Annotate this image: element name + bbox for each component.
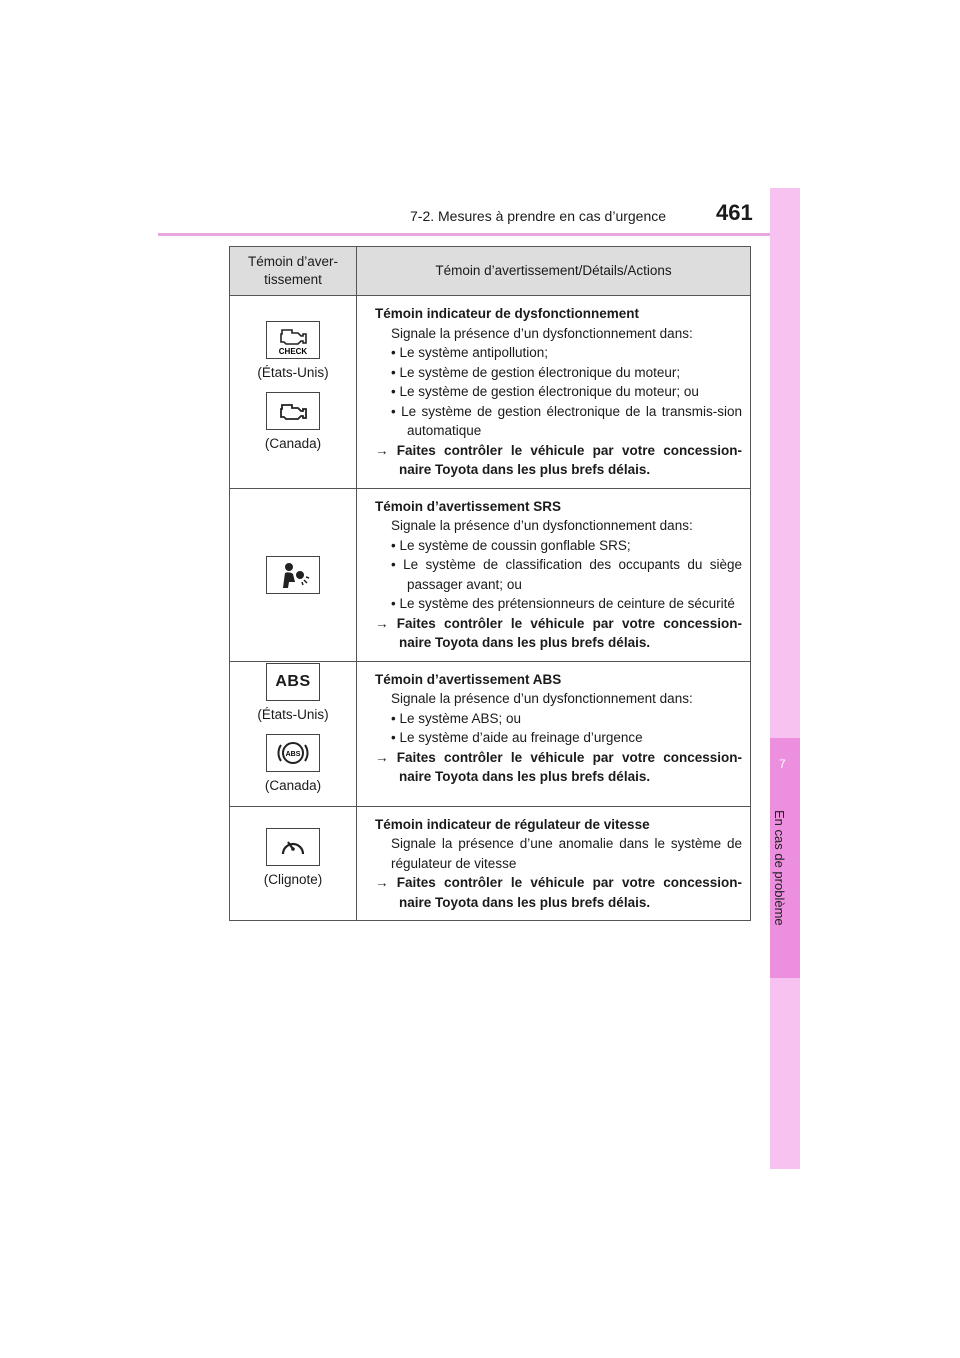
warning-title: Témoin d’avertissement SRS [375,498,562,514]
section-header: 7-2. Mesures à prendre en cas d’urgence [410,208,667,224]
warning-title: Témoin indicateur de régulateur de vitesse [375,816,650,832]
header-rule [158,233,770,236]
details-cell [357,296,751,489]
svg-text:CHECK: CHECK [278,346,308,355]
chapter-number: 7 [779,757,786,771]
col-header-warning-light: Témoin d’aver- tissement [230,247,357,296]
warning-lights-table [229,246,751,921]
table-row [230,488,751,661]
page-number: 461 [716,200,753,225]
bullet-item: • Le système de gestion électronique du moteur; [391,364,681,380]
check-engine-check-icon [266,321,320,359]
warning-desc: Signale la présence d’un dysfonctionnement dans: [391,325,693,341]
icon-cell [230,296,357,489]
table-row [230,806,751,921]
bullet-item: • Le système de classification des occupants du siège passager avant; ou [391,557,742,592]
col-header-details: Témoin d’avertissement/Détails/Actions [357,247,751,296]
bullet-item: • Le système des prétensionneurs de ceinture de sécurité [391,596,735,611]
icon-cell [230,661,357,806]
check-engine-icon [266,392,320,430]
region-label: (Canada) [264,435,322,451]
details-cell [357,806,751,921]
region-label: (États-Unis) [257,706,329,722]
bullet-item: • Le système de gestion électronique du moteur; ou [391,384,699,399]
bullet-item: • Le système d’aide au freinage d’urgence [391,730,643,745]
abs-text-icon [266,663,320,701]
icon-cell [230,488,357,661]
action-text: → Faites contrôler le véhicule par votre concession-naire Toyota dans les plus brefs délais. [375,875,742,910]
action-text: → Faites contrôler le véhicule par votre concession-naire Toyota dans les plus brefs délais. [375,442,742,477]
region-label: (États-Unis) [257,364,329,380]
table-row [230,296,751,489]
details-cell [357,488,751,661]
svg-text:ABS: ABS [285,750,301,758]
chapter-side-tab [770,188,800,1169]
bullet-item: • Le système ABS; ou [391,710,522,726]
abs-circle-icon [266,734,320,772]
abs-label: ABS [275,672,311,690]
cruise-control-icon [266,828,320,866]
icon-cell [230,806,357,921]
region-label: (Clignote) [263,871,323,887]
bullet-item: • Le système de gestion électronique de la transmis-sion automatique [391,403,742,438]
warning-desc: Signale la présence d’une anomalie dans le système de régulateur de vitesse [391,836,742,871]
warning-desc: Signale la présence d’un dysfonctionnement dans: [391,691,693,706]
table-row [230,661,751,806]
region-label: (Canada) [264,777,322,793]
action-text: → Faites contrôler le véhicule par votre concession-naire Toyota dans les plus brefs délais. [375,749,742,784]
warning-title: Témoin indicateur de dysfonctionnement [375,306,640,321]
bullet-item: • Le système de coussin gonflable SRS; [391,537,631,553]
chapter-label: En cas de problème [772,810,787,926]
warning-title: Témoin d’avertissement ABS [375,671,562,687]
warning-desc: Signale la présence d’un dysfonctionnement dans: [391,518,693,533]
details-cell [357,661,751,806]
bullet-item: • Le système antipollution; [391,345,549,360]
action-text: → Faites contrôler le véhicule par votre concession-naire Toyota dans les plus brefs délais. [375,615,742,650]
srs-airbag-icon [266,556,320,594]
